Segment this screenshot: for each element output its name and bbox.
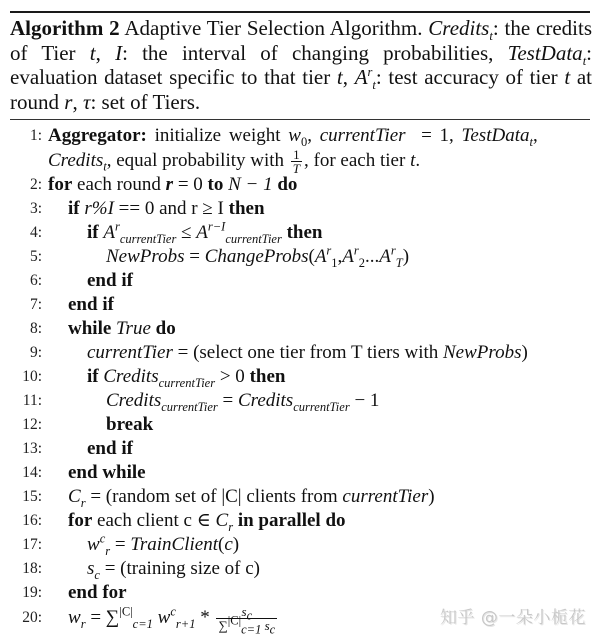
line-number: 14: <box>22 464 42 481</box>
watermark: 知乎 @一朵小栀花 <box>440 608 586 628</box>
algo-line-7 <box>0 293 600 317</box>
algo-line-9 <box>0 341 600 365</box>
algo-line-6 <box>0 269 600 293</box>
line-content: break <box>106 414 154 435</box>
fraction-weight: $\frac{s_c}{\sum^{|C|}_{c=1} s_c}$ <box>218 604 276 637</box>
algo-line-4 <box>0 221 600 245</box>
line-content: $C_r$ = (random set of |C| clients from currentTier) <box>68 486 435 510</box>
line-content: for each round r = 0 to N − 1 do <box>48 174 298 195</box>
line-number: 12: <box>22 416 42 433</box>
line-number: 6: <box>29 272 42 289</box>
line-number: 11: <box>22 392 42 409</box>
algo-line-2 <box>0 173 600 197</box>
algo-line-8 <box>0 317 600 341</box>
algorithm-caption <box>10 16 592 114</box>
line-number: 5: <box>29 248 42 265</box>
line-number: 18: <box>22 560 42 577</box>
algo-line-1-cont <box>0 147 600 176</box>
line-content: currentTier = (select one tier from T tiers with NewProbs) <box>87 342 528 363</box>
line-content: while True do <box>68 318 176 339</box>
line-number: 20: <box>22 609 42 626</box>
line-number: 2: <box>29 176 42 193</box>
line-number: 13: <box>22 440 42 457</box>
algorithm-label: Algorithm 2 <box>10 16 120 40</box>
line-number: 8: <box>29 320 42 337</box>
line-content: end if <box>87 270 133 291</box>
line-number: 19: <box>22 584 42 601</box>
caption-body: Credits$_t$: the credits of Tier t, I: the interval of changing probabilities, TestData$_t$: evaluation dataset specific to that tier t, $A^r_t$: test accuracy of tier t at round r, τ: set of Tiers. <box>10 16 593 114</box>
line-content: $w^c_r$ = TrainClient(c) <box>87 531 240 558</box>
line-content: if $A^r_{currentTier} \le A^{r-I}_{currentTier}$ then <box>87 219 323 246</box>
algo-line-14 <box>0 461 600 485</box>
line-content: Aggregator: initialize weight $w_0$, currentTier = 1, TestData$_t$, <box>48 125 538 149</box>
line-number: 7: <box>29 296 42 313</box>
line-content: NewProbs = $ChangeProbs(A^r_1,A^r_2...A^r_T)$ <box>106 243 410 270</box>
line-content: Credits$_t$, equal probability with $\frac{1}{T}$ , for each tier t. <box>48 147 421 176</box>
line-content: end while <box>68 462 146 483</box>
algo-line-10 <box>0 365 600 389</box>
algo-line-13 <box>0 437 600 461</box>
line-number: 4: <box>29 224 42 241</box>
mid-rule <box>10 119 590 120</box>
line-content: $w_r = \sum^{|C|}_{c=1}$ $w^c_{r+1}$ * $\frac{s_c}{\sum^{|C|}_{c=1} s_c}$ <box>68 604 276 637</box>
top-rule <box>10 11 590 13</box>
algo-line-1 <box>0 124 600 148</box>
line-content: $s_c$ = (training size of c) <box>87 558 260 582</box>
line-content: end if <box>68 294 114 315</box>
algo-line-16 <box>0 509 600 533</box>
algo-line-3 <box>0 197 600 221</box>
fraction-one-over-T: $\frac{1}{T}$ <box>292 147 301 176</box>
algorithm-title: Adaptive Tier Selection Algorithm. <box>124 16 423 40</box>
algo-line-12 <box>0 413 600 437</box>
line-number: 16: <box>22 512 42 529</box>
line-number: 15: <box>22 488 42 505</box>
algo-line-19 <box>0 581 600 605</box>
algo-line-5 <box>0 245 600 269</box>
line-content: if Credits$_{currentTier}$ > 0 then <box>87 366 286 390</box>
algorithm-body <box>0 124 600 641</box>
algo-line-15 <box>0 485 600 509</box>
line-content: end if <box>87 438 133 459</box>
line-number: 9: <box>29 344 42 361</box>
line-content: for each client c ∈ $C_r$ in parallel do <box>68 510 346 534</box>
algo-line-11 <box>0 389 600 413</box>
line-number: 1: <box>29 127 42 144</box>
line-content: end for <box>68 582 127 603</box>
line-number: 10: <box>22 368 42 385</box>
line-number: 3: <box>29 200 42 217</box>
line-content: Credits$_{currentTier}$ = Credits$_{currentTier}$ − 1 <box>106 390 380 414</box>
algo-line-18 <box>0 557 600 581</box>
line-content: if r%I == 0 and r ≥ I then <box>68 198 265 219</box>
line-number: 17: <box>22 536 42 553</box>
algo-line-17 <box>0 533 600 557</box>
